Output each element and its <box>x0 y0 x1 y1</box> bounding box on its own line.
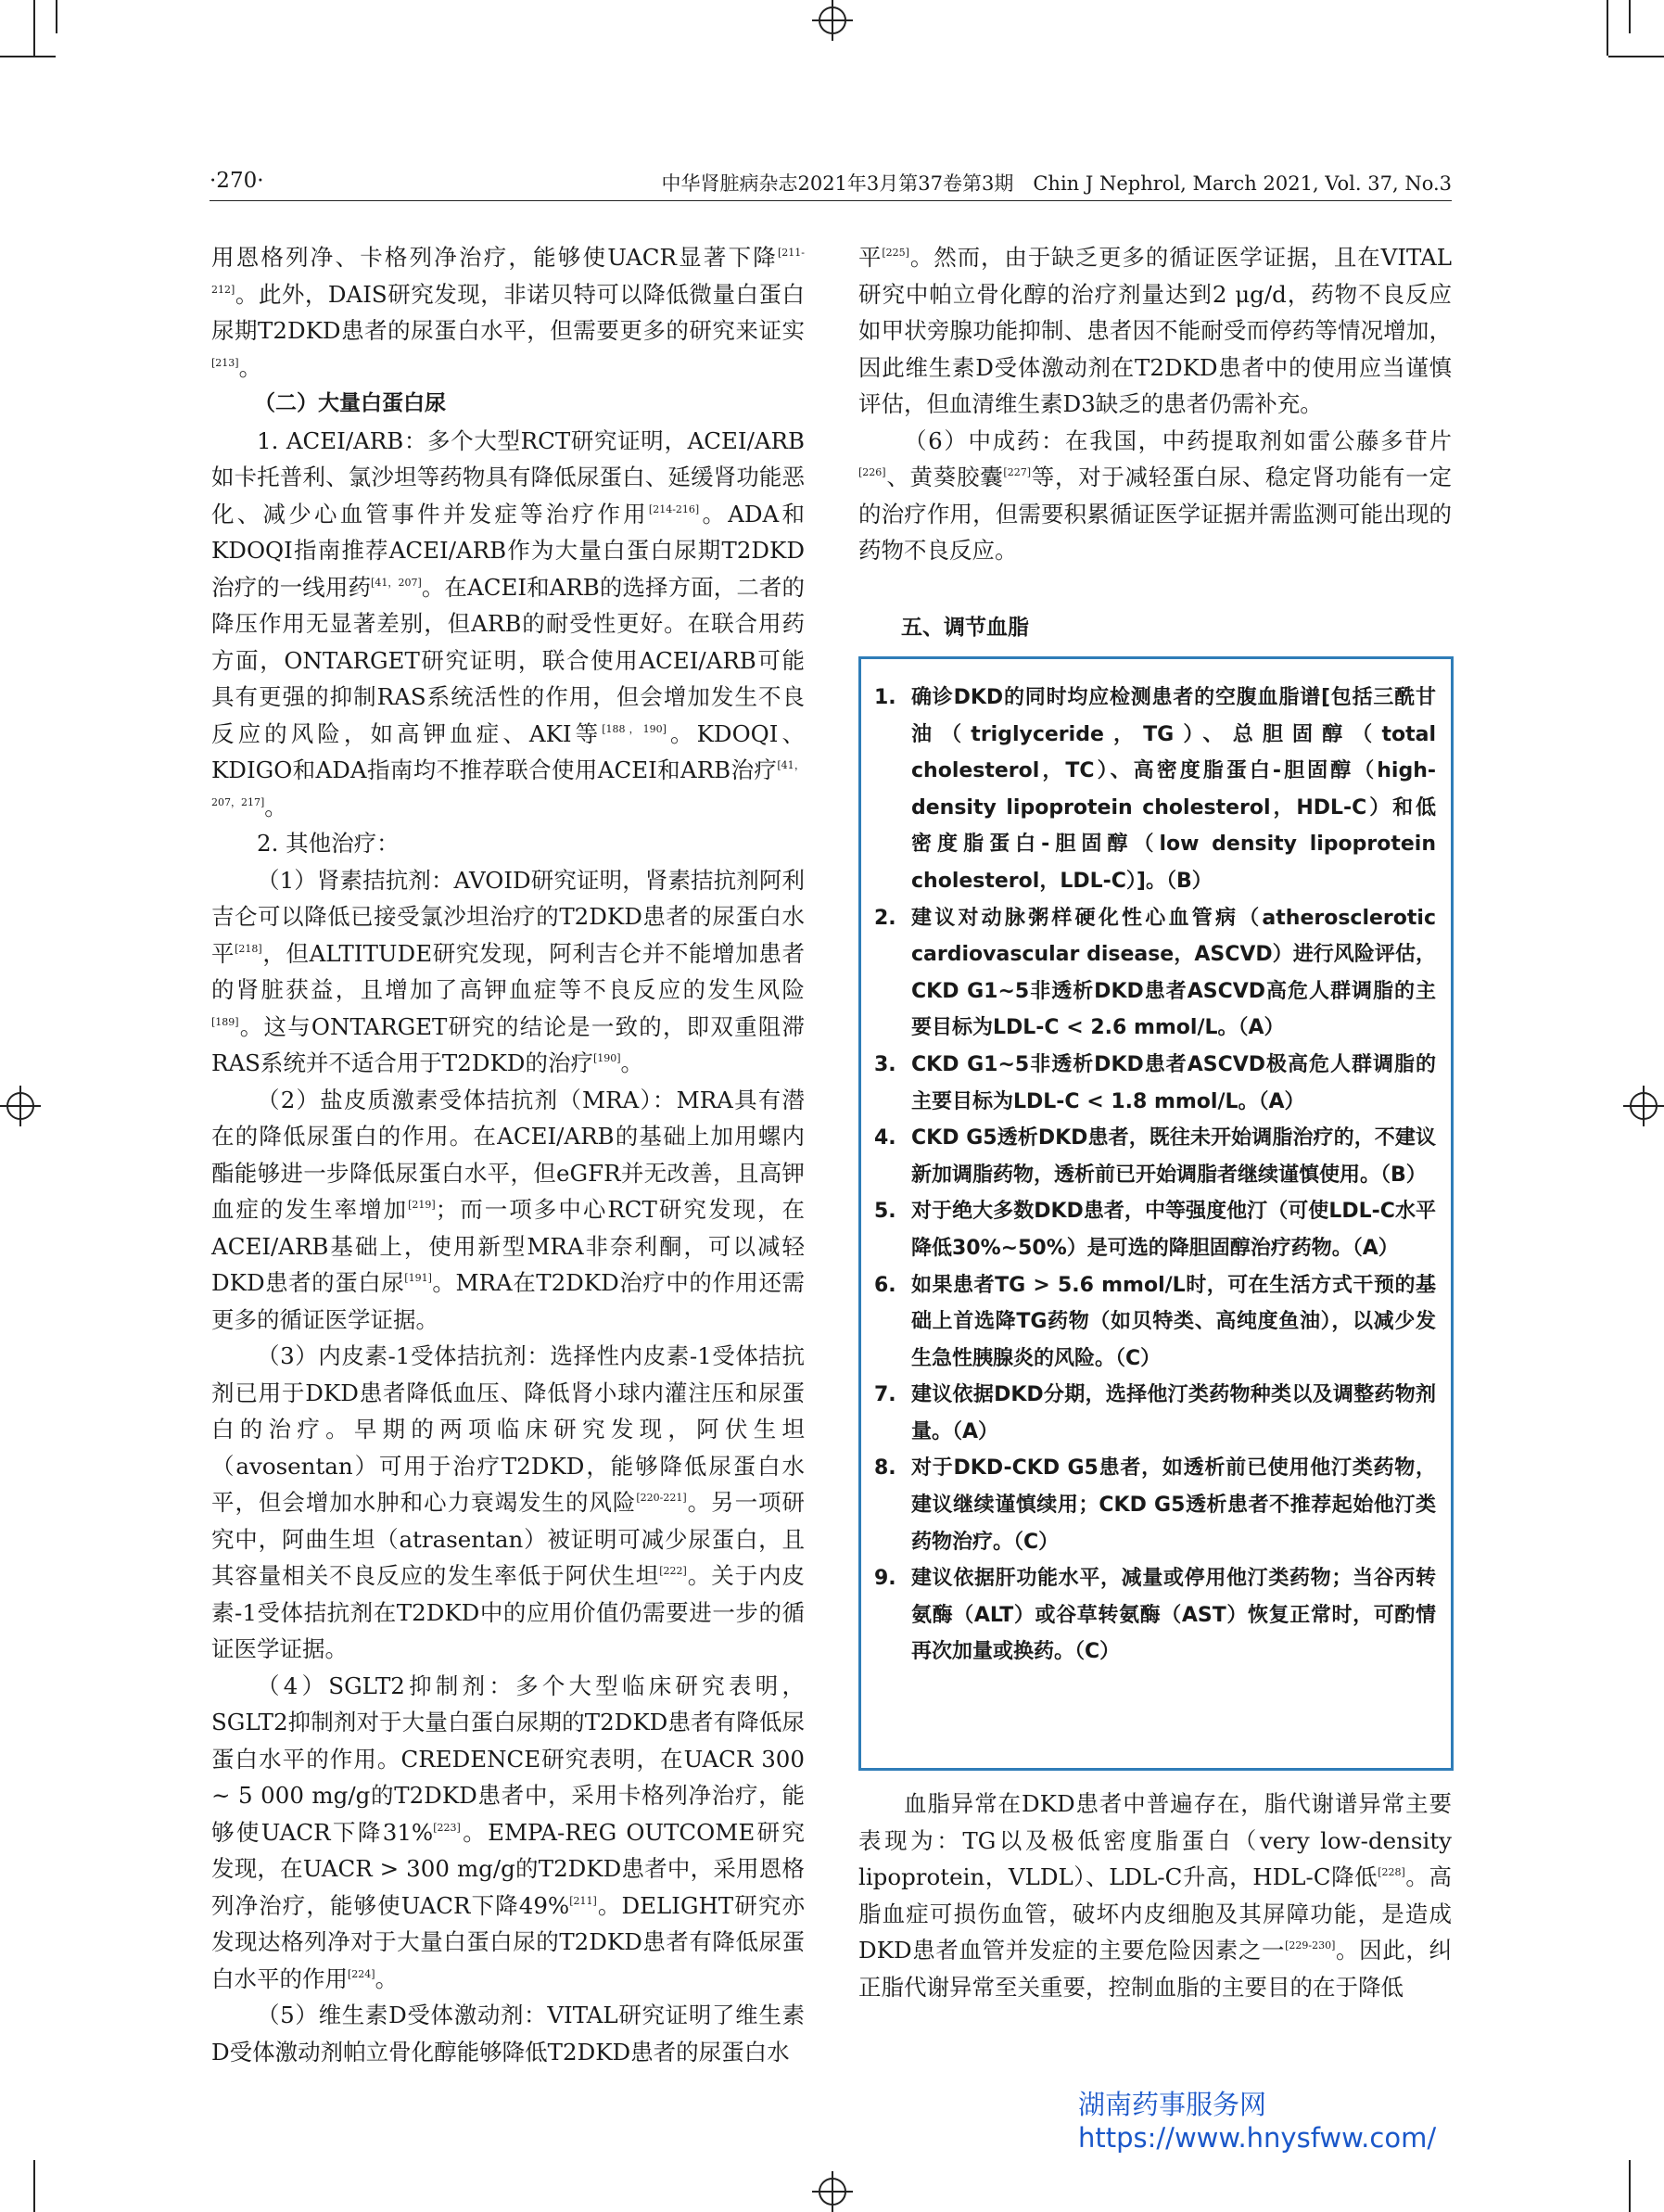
page-header <box>210 169 1452 201</box>
registration-mark-icon <box>1623 1086 1664 1126</box>
watermark-title: 湖南药事服务网 <box>1078 2089 1267 2120</box>
crop-mark <box>33 2160 35 2212</box>
recommendation-number: 3. <box>874 1052 896 1076</box>
left-column <box>211 239 805 2070</box>
recommendation-number: 4. <box>874 1126 896 1150</box>
recommendation-item <box>874 1560 1436 1671</box>
crop-mark <box>1629 0 1631 33</box>
recommendation-number: 9. <box>874 1567 896 1591</box>
section-heading: （二）大量白蛋白尿 <box>254 391 446 415</box>
watermark-url[interactable]: https://www.hnysfww.com/ <box>1078 2122 1437 2154</box>
recommendation-number: 7. <box>874 1383 896 1407</box>
watermark <box>1078 2088 1436 2155</box>
recommendation-list <box>874 680 1436 1671</box>
recommendation-item <box>874 1267 1436 1378</box>
crop-mark <box>0 56 56 57</box>
crop-mark <box>1629 2160 1631 2212</box>
recommendation-item <box>874 1377 1436 1450</box>
recommendation-text: 确诊DKD的同时均应检测患者的空腹血脂谱[包括三酰甘油（triglyceride，TG）、总胆固醇（total cholesterol，TC）、高密度脂蛋白-胆固醇（high-density lipoprotein cholesterol，HDL-C）和低密度脂蛋白-胆固醇（low density lipoprotein cholesterol，LDL-C）]。（B） <box>911 686 1436 893</box>
recommendation-text: CKD G5透析DKD患者，既往未开始调脂治疗的，不建议新加调脂药物，透析前已开始调脂者继续谨慎使用。（B） <box>911 1126 1436 1187</box>
crop-mark <box>1607 0 1608 56</box>
paragraph: （1）肾素拮抗剂：AVOID研究证明，肾素拮抗剂阿利吉仑可以降低已接受氯沙坦治疗的T2DKD患者的尿蛋白水平[218]，但ALTITUDE研究发现，阿利吉仑并不能增加患者的肾脏获益，且增加了高钾血症等不良反应的发生风险[189]。这与ONTARGET研究的结论是一致的，即双重阻滞RAS系统并不适合用于T2DKD的治疗[190]。 <box>211 866 806 1076</box>
paragraph: （5）维生素D受体激动剂：VITAL研究证明了维生素D受体激动剂帕立骨化醇能够降低T2DKD患者的尿蛋白水 <box>211 2002 805 2066</box>
recommendation-item <box>874 1193 1436 1266</box>
section-heading: 五、调节血脂 <box>901 615 1029 640</box>
recommendation-text: 对于DKD-CKD G5患者，如透析前已使用他汀类药物，建议继续谨慎续用；CKD G5透析患者不推荐起始他汀类药物治疗。（C） <box>911 1456 1436 1554</box>
recommendation-item <box>874 900 1436 1047</box>
recommendation-text: 如果患者TG > 5.6 mmol/L时，可在生活方式干预的基础上首选降TG药物（如贝特类、高纯度鱼油），以减少发生急性胰腺炎的风险。（C） <box>911 1273 1436 1370</box>
recommendation-box <box>858 656 1454 1771</box>
paragraph: （4）SGLT2抑制剂：多个大型临床研究表明，SGLT2抑制剂对于大量白蛋白尿期的T2DKD患者有降低尿蛋白水平的作用。CREDENCE研究表明，在UACR 300 ~ 5 000 mg/g的T2DKD患者中，采用卡格列净治疗，能够使UACR下降31%[223]。EMPA-REG OUTCOME研究发现，在UACR > 300 mg/g的T2DKD患者中，采用恩格列净治疗，能够使UACR下降49%[211]。DELIGHT研究亦发现达格列净对于大量白蛋白尿的T2DKD患者有降低尿蛋白水平的作用[224]。 <box>211 1672 805 1992</box>
right-column-continued <box>858 1786 1452 2005</box>
recommendation-number: 2. <box>874 906 896 930</box>
paragraph: 平[225]。然而，由于缺乏更多的循证医学证据，且在VITAL研究中帕立骨化醇的治疗剂量达到2 μg/d，药物不良反应如甲状旁腺功能抑制、患者因不能耐受而停药等情况增加，因此维生素D受体激动剂在T2DKD患者中的使用应当谨慎评估，但血清维生素D3缺乏的患者仍需补充。 <box>858 244 1452 417</box>
crop-mark <box>33 0 35 56</box>
recommendation-text: 对于绝大多数DKD患者，中等强度他汀（可使LDL-C水平降低30%~50%）是可选的降胆固醇治疗药物。（A） <box>911 1200 1436 1260</box>
recommendation-text: 建议对动脉粥样硬化性心血管病（atherosclerotic cardiovascular disease，ASCVD）进行风险评估，CKD G1~5非透析DKD患者ASCVD高危人群调脂的主要目标为LDL-C < 2.6 mmol/L。（A） <box>911 906 1436 1040</box>
page-number: ·270· <box>210 169 264 193</box>
recommendation-number: 5. <box>874 1200 896 1224</box>
right-column <box>858 239 1452 671</box>
recommendation-number: 1. <box>874 686 896 709</box>
crop-mark <box>1608 56 1664 57</box>
recommendation-item <box>874 1120 1436 1193</box>
recommendation-item <box>874 1047 1436 1120</box>
recommendation-number: 8. <box>874 1456 896 1481</box>
journal-citation: 中华肾脏病杂志2021年3月第37卷第3期 Chin J Nephrol, March 2021, Vol. 37, No.3 <box>661 172 1452 195</box>
registration-mark-icon <box>812 0 853 41</box>
recommendation-number: 6. <box>874 1273 896 1297</box>
paragraph: 用恩格列净、卡格列净治疗，能够使UACR显著下降[211-212]。此外，DAIS研究发现，非诺贝特可以降低微量白蛋白尿期T2DKD患者的尿蛋白水平，但需要更多的研究来证实[213]。 <box>211 244 805 381</box>
paragraph: （2）盐皮质激素受体拮抗剂（MRA）：MRA具有潜在的降低尿蛋白的作用。在ACEI/ARB的基础上加用螺内酯能够进一步降低尿蛋白水平，但eGFR并无改善，且高钾血症的发生率增加[219]；而一项多中心RCT研究发现，在ACEI/ARB基础上，使用新型MRA非奈利酮，可以减轻DKD患者的蛋白尿[191]。MRA在T2DKD治疗中的作用还需更多的循证医学证据。 <box>211 1086 805 1333</box>
recommendation-item <box>874 1450 1436 1560</box>
paragraph: （6）中成药：在我国，中药提取剂如雷公藤多苷片[226]、黄葵胶囊[227]等，对于减轻蛋白尿、稳定肾功能有一定的治疗作用，但需要积累循证医学证据并需监测可能出现的药物不良反应。 <box>858 426 1452 564</box>
recommendation-item <box>874 680 1436 900</box>
recommendation-text: 建议依据肝功能水平，减量或停用他汀类药物；当谷丙转氨酶（ALT）或谷草转氨酶（AST）恢复正常时，可酌情再次加量或换药。（C） <box>911 1567 1436 1664</box>
paragraph: 1. ACEI/ARB：多个大型RCT研究证明，ACEI/ARB如卡托普利、氯沙坦等药物具有降低尿蛋白、延缓肾功能恶化、减少心血管事件并发症等治疗作用[214-216]。ADA和KDOQI指南推荐ACEI/ARB作为大量白蛋白尿期T2DKD治疗的一线用药[41，207]。在ACEI和ARB的选择方面，二者的降压作用无显著差别，但ARB的耐受性更好。在联合用药方面，ONTARGET研究证明，联合使用ACEI/ARB可能具有更强的抑制RAS系统活性的作用，但会增加发生不良反应的风险，如高钾血症、AKI等[188，190]。KDOQI、KDIGO和ADA指南均不推荐联合使用ACEI和ARB治疗[41，207，217]。 <box>211 426 806 820</box>
paragraph: （3）内皮素-1受体拮抗剂：选择性内皮素-1受体拮抗剂已用于DKD患者降低血压、降低肾小球内灌注压和尿蛋白的治疗。早期的两项临床研究发现，阿伏生坦（avosentan）可用于治疗T2DKD，能够降低尿蛋白水平，但会增加水肿和心力衰竭发生的风险[220-221]。另一项研究中，阿曲生坦（atrasentan）被证明可减少尿蛋白，且其容量相关不良反应的发生率低于阿伏生坦[222]。关于内皮素-1受体拮抗剂在T2DKD中的应用价值仍需要进一步的循证医学证据。 <box>211 1342 806 1662</box>
paragraph: 血脂异常在DKD患者中普遍存在，脂代谢谱异常主要表现为：TG以及极低密度脂蛋白（very low-density lipoprotein，VLDL）、LDL-C升高，HDL-C降低[228]。高脂血症可损伤血管，破坏内皮细胞及其屏障功能，是造成DKD患者血管并发症的主要危险因素之一[229-230]。因此，纠正脂代谢异常至关重要，控制血脂的主要目的在于降低 <box>858 1790 1453 2001</box>
paragraph: 2. 其他治疗： <box>257 830 400 857</box>
crop-mark <box>56 0 57 33</box>
registration-mark-icon <box>0 1086 41 1126</box>
registration-mark-icon <box>812 2171 853 2212</box>
recommendation-text: CKD G1~5非透析DKD患者ASCVD极高危人群调脂的主要目标为LDL-C < 1.8 mmol/L。（A） <box>911 1052 1436 1113</box>
recommendation-text: 建议依据DKD分期，选择他汀类药物种类以及调整药物剂量。（A） <box>911 1383 1436 1443</box>
